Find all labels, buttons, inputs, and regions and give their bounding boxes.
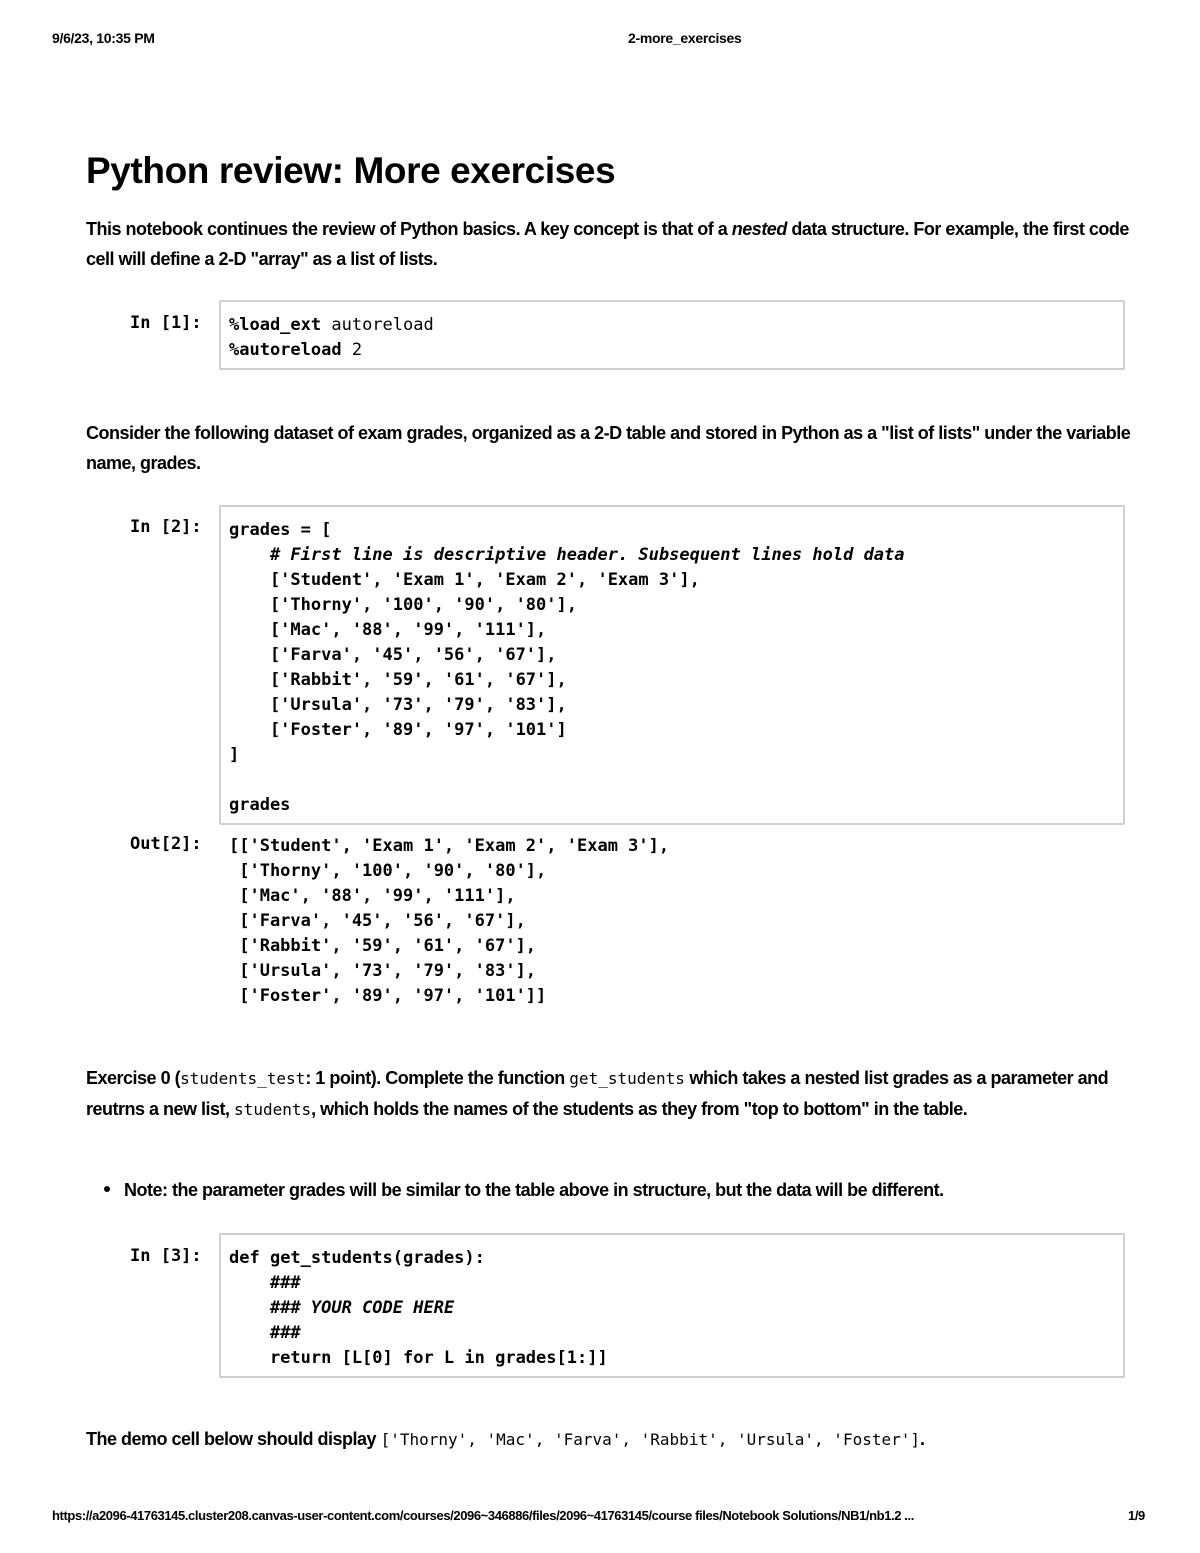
demo-code: ['Thorny', 'Mac', 'Farva', 'Rabbit', 'Ursula', 'Foster']	[380, 1430, 920, 1449]
exercise-paren: (	[170, 1068, 181, 1088]
demo-paragraph	[86, 1424, 1136, 1455]
cell-1-prompt: In [1]:	[130, 313, 202, 333]
exercise-func-name: get_students	[569, 1069, 685, 1088]
cell-3-prompt: In [3]:	[130, 1246, 202, 1266]
cell-2-prompt: In [2]:	[130, 517, 202, 537]
page-title: Python review: More exercises	[86, 150, 616, 191]
intro-paragraph	[86, 214, 1136, 274]
intro-text-a: This notebook continues the review of Python basics. A key concept is that of a	[86, 219, 732, 239]
exercise-label: Exercise 0	[86, 1068, 171, 1088]
code-cell-2-source: grades = [ # First line is descriptive header. Subsequent lines hold data ['Student', 'Exam 1', 'Exam 2', 'Exam 3'], ['Thorny', '100', '90', '80'], ['Mac', '88', '99', '111'], ['Farva', '45', '56', '67'], ['Rabbit', '59', '61', '67'], ['Ursula', '73', '79', '83'], ['Foster', '89', '97', '101'] ] grades	[229, 520, 905, 815]
out-2-prompt: Out[2]:	[130, 834, 202, 854]
demo-text-a: The demo cell below should display	[86, 1429, 381, 1449]
consider-paragraph: Consider the following dataset of exam grades, organized as a 2-D table and stored in Python as a "list of lists" under the variable name, grades.	[86, 423, 1131, 473]
code-cell-3-source: def get_students(grades): ### ### YOUR CODE HERE ### return [L[0] for L in grades[1:]]	[229, 1248, 608, 1368]
print-datetime: 9/6/23, 10:35 PM	[52, 30, 155, 46]
print-url: https://a2096-41763145.cluster208.canvas-user-content.com/courses/2096~346886/files/2096~41763145/course files/Notebook Solutions/NB1/nb1.2 ...	[52, 1508, 914, 1523]
code-cell-2[interactable]	[219, 505, 1125, 825]
print-title: 2-more_exercises	[628, 30, 742, 46]
bullet-dot-icon	[104, 1186, 110, 1192]
code-cell-1-source: %load_ext autoreload %autoreload 2	[229, 315, 434, 360]
intro-emphasis: nested	[731, 219, 787, 239]
exercise-points: : 1 point). Complete the function	[305, 1068, 570, 1088]
code-cell-3[interactable]	[219, 1233, 1125, 1378]
note-text: : the parameter grades will be similar to the table above in structure, but the data will be different.	[162, 1180, 944, 1200]
exercise-var-name: students	[234, 1100, 312, 1119]
code-cell-1[interactable]	[219, 300, 1125, 370]
note-label: Note	[124, 1180, 162, 1200]
page-number: 1/9	[1128, 1508, 1145, 1523]
output-2: [['Student', 'Exam 1', 'Exam 2', 'Exam 3'], ['Thorny', '100', '90', '80'], ['Mac', '88', '99', '111'], ['Farva', '45', '56', '67'], ['Rabbit', '59', '61', '67'], ['Ursula', '73', '79', '83'], ['Foster', '89', '97', '101']]	[229, 836, 670, 1006]
exercise-text-a: which takes a nested list grades as a parameter and reutrns a new list,	[86, 1068, 1109, 1119]
exercise-test-name: students_test	[180, 1069, 306, 1088]
exercise-paragraph	[86, 1063, 1136, 1125]
note-bullet	[104, 1175, 944, 1205]
exercise-text-b: , which holds the names of the students as they from "top to bottom" in the table.	[311, 1099, 968, 1119]
intro-text-b: data structure. For example, the first code cell will define a 2-D "array" as a list of lists.	[86, 219, 1129, 269]
demo-text-b: .	[920, 1429, 925, 1449]
